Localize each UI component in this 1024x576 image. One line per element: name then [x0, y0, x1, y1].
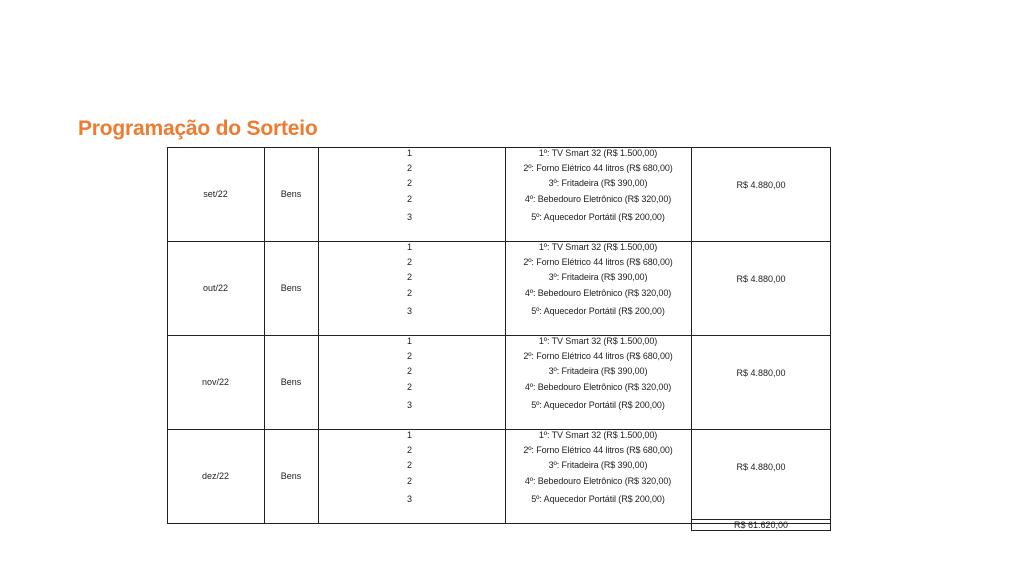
quantity-cell: 3 [407, 306, 413, 316]
quantity-cell: 1 [407, 336, 413, 346]
prize-cell: 4º: Bebedouro Eletrônico (R$ 320,00) [524, 194, 672, 204]
column-divider [691, 336, 692, 430]
column-divider [691, 430, 692, 524]
prize-cell: 3º: Fritadeira (R$ 390,00) [548, 366, 648, 376]
column-divider [830, 242, 831, 336]
quantity-cell: 1 [407, 430, 413, 440]
month-cell: dez/22 [201, 471, 230, 481]
quantity-cell: 1 [407, 148, 413, 158]
prize-cell: 2º: Forno Elétrico 44 litros (R$ 680,00) [523, 163, 673, 173]
quantity-cell: 2 [407, 257, 413, 267]
prize-cell: 5º: Aquecedor Portátil (R$ 200,00) [531, 400, 665, 410]
row-value-cell: R$ 4.880,00 [736, 368, 786, 378]
quantity-cell: 3 [407, 212, 413, 222]
prize-cell: 1º: TV Smart 32 (R$ 1.500,00) [538, 336, 658, 346]
prize-cell: 3º: Fritadeira (R$ 390,00) [548, 178, 648, 188]
prize-cell: 1º: TV Smart 32 (R$ 1.500,00) [538, 430, 658, 440]
quantity-cell: 2 [407, 382, 413, 392]
column-divider [318, 242, 319, 336]
column-divider [318, 336, 319, 430]
quantity-cell: 2 [407, 445, 413, 455]
column-divider [691, 242, 692, 336]
quantity-cell: 2 [407, 460, 413, 470]
prize-cell: 4º: Bebedouro Eletrônico (R$ 320,00) [524, 382, 672, 392]
table-row [167, 147, 831, 242]
prize-schedule-table [167, 147, 831, 524]
month-cell: set/22 [203, 189, 228, 199]
quantity-cell: 1 [407, 242, 413, 252]
prize-cell: 2º: Forno Elétrico 44 litros (R$ 680,00) [523, 351, 673, 361]
prize-cell: 3º: Fritadeira (R$ 390,00) [548, 272, 648, 282]
prize-cell: 5º: Aquecedor Portátil (R$ 200,00) [531, 212, 665, 222]
quantity-cell: 2 [407, 476, 413, 486]
row-value-cell: R$ 4.880,00 [736, 180, 786, 190]
prize-cell: 5º: Aquecedor Portátil (R$ 200,00) [531, 494, 665, 504]
prize-cell: 3º: Fritadeira (R$ 390,00) [548, 460, 648, 470]
column-divider [318, 430, 319, 524]
month-cell: out/22 [202, 283, 229, 293]
quantity-cell: 2 [407, 366, 413, 376]
quantity-cell: 2 [407, 163, 413, 173]
quantity-cell: 2 [407, 194, 413, 204]
category-cell: Bens [280, 189, 302, 199]
column-divider [691, 148, 692, 242]
prize-cell: 2º: Forno Elétrico 44 litros (R$ 680,00) [523, 257, 673, 267]
quantity-cell: 2 [407, 178, 413, 188]
table-row [167, 242, 831, 336]
column-divider [830, 336, 831, 430]
page-title: Programação do Sorteio [78, 117, 318, 140]
quantity-cell: 2 [407, 272, 413, 282]
column-divider [830, 430, 831, 524]
quantity-cell: 3 [407, 400, 413, 410]
row-value-cell: R$ 4.880,00 [736, 462, 786, 472]
prize-cell: 2º: Forno Elétrico 44 litros (R$ 680,00) [523, 445, 673, 455]
quantity-cell: 2 [407, 351, 413, 361]
category-cell: Bens [280, 377, 302, 387]
row-value-cell: R$ 4.880,00 [736, 274, 786, 284]
prize-cell: 1º: TV Smart 32 (R$ 1.500,00) [538, 242, 658, 252]
column-divider [830, 148, 831, 242]
prize-cell: 5º: Aquecedor Portátil (R$ 200,00) [531, 306, 665, 316]
table-row [167, 336, 831, 430]
prize-cell: 1º: TV Smart 32 (R$ 1.500,00) [538, 148, 658, 158]
category-cell: Bens [280, 471, 302, 481]
prize-cell: 4º: Bebedouro Eletrônico (R$ 320,00) [524, 288, 672, 298]
total-cell [691, 519, 831, 531]
table-row [167, 430, 831, 524]
quantity-cell: 3 [407, 494, 413, 504]
column-divider [318, 148, 319, 242]
prize-cell: 4º: Bebedouro Eletrônico (R$ 320,00) [524, 476, 672, 486]
total-value: R$ 61.620,00 [733, 520, 789, 530]
quantity-cell: 2 [407, 288, 413, 298]
month-cell: nov/22 [201, 377, 230, 387]
category-cell: Bens [280, 283, 302, 293]
